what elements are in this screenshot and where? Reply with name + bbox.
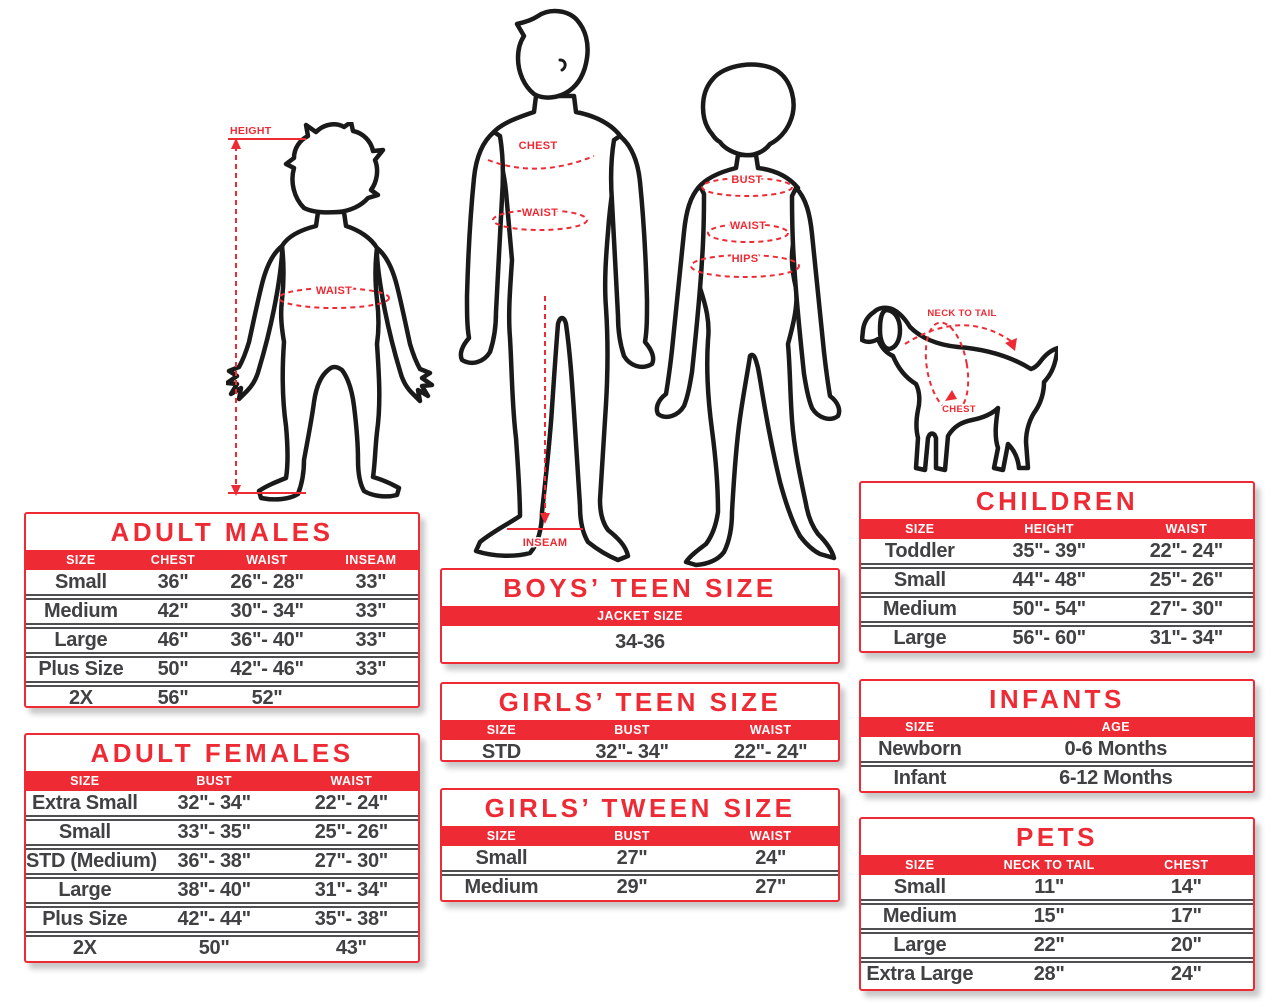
table-header-row [26, 550, 418, 570]
table-row [861, 569, 1253, 592]
table-body [442, 846, 838, 902]
table-title: GIRLS’ TWEEN SIZE [484, 793, 796, 823]
table-cell: Medium [43, 599, 118, 622]
table-row [26, 937, 418, 960]
child-right-arm [377, 248, 432, 401]
table-row [861, 738, 1253, 761]
table-body [26, 570, 418, 713]
table-row [442, 876, 838, 899]
male-chest-label: CHEST [518, 140, 558, 152]
table-row [442, 847, 838, 870]
table-header-row [861, 519, 1253, 539]
table-cell: 35"- 39" [1012, 539, 1086, 562]
table-title: ADULT FEMALES [90, 738, 354, 768]
table-cell: STD [481, 740, 521, 763]
table-cell: STD (Medium) [26, 849, 157, 872]
table-cell: Large [893, 626, 947, 649]
table-cell: Extra Small [31, 791, 138, 814]
table-title: PETS [1016, 822, 1098, 852]
table-cell: 17" [1170, 904, 1202, 927]
table-cell: 27"- 30" [1149, 597, 1223, 620]
table-cell: 30"- 34" [230, 599, 304, 622]
table-row [26, 687, 418, 710]
table-cell: Newborn [878, 737, 962, 760]
column-header: NECK TO TAIL [1003, 857, 1095, 872]
dog-chest-label: CHEST [942, 404, 976, 415]
column-header: CHEST [1164, 857, 1209, 872]
table-cell: Extra Large [866, 962, 974, 985]
table-cell: 2X [72, 936, 97, 959]
table-cell: 33" [355, 599, 387, 622]
adult-males-table [24, 512, 420, 708]
table-header-row [442, 720, 838, 740]
pets-table [859, 817, 1255, 991]
table-body [26, 791, 418, 963]
table-row [26, 629, 418, 652]
boys-teen-size-table [440, 568, 840, 664]
table-row [861, 767, 1253, 790]
table-body [861, 539, 1253, 653]
table-row [26, 821, 418, 844]
table-row [26, 792, 418, 815]
table-cell: 36"- 40" [230, 628, 304, 651]
table-cell: 14" [1170, 875, 1202, 898]
children-table [859, 481, 1255, 653]
table-row [861, 905, 1253, 928]
table-row [861, 963, 1253, 986]
female-hips-label: HIPS [731, 253, 759, 265]
column-header: AGE [1101, 719, 1130, 734]
table-cell: Medium [882, 597, 957, 620]
male-right-arm [611, 136, 653, 367]
table-cell: 33"- 35" [177, 820, 251, 843]
column-header: INSEAM [345, 552, 397, 567]
table-header-row [861, 855, 1253, 875]
table-cell: 50" [198, 936, 230, 959]
table-cell: Large [58, 878, 112, 901]
table-row [26, 658, 418, 681]
table-row [861, 934, 1253, 957]
table-row [861, 598, 1253, 621]
table-cell: 6-12 Months [1059, 766, 1173, 789]
table-row [442, 627, 838, 659]
table-cell: 33" [355, 628, 387, 651]
table-cell: 25"- 26" [314, 820, 388, 843]
column-header: SIZE [905, 521, 935, 536]
girls-teen-size-table [440, 682, 840, 762]
table-cell: 32"- 34" [177, 791, 251, 814]
female-waist-label: WAIST [729, 220, 767, 232]
table-cell: 42" [157, 599, 189, 622]
table-cell: 20" [1170, 933, 1202, 956]
table-cell: Plus Size [38, 657, 124, 680]
table-row [861, 876, 1253, 899]
table-cell: 2X [68, 686, 93, 709]
table-cell: 28" [1033, 962, 1065, 985]
column-header: WAIST [246, 552, 288, 567]
column-header: HEIGHT [1024, 521, 1074, 536]
table-cell: Toddler [884, 539, 955, 562]
table-cell: 50" [157, 657, 189, 680]
column-header: WAIST [749, 722, 792, 737]
column-header: CHEST [150, 552, 196, 567]
table-cell: 24" [755, 846, 787, 869]
table-cell: 36"- 38" [177, 849, 251, 872]
column-header: SIZE [905, 857, 935, 872]
girls-tween-size-table [440, 788, 840, 902]
table-cell: 44"- 48" [1012, 568, 1086, 591]
table-cell: Medium [882, 904, 957, 927]
table-cell: Infant [893, 766, 947, 789]
column-header: WAIST [749, 828, 792, 843]
table-cell: 22" [1033, 933, 1065, 956]
dog-neck-to-tail-label: NECK TO TAIL [927, 308, 997, 319]
adult-females-table [24, 733, 420, 963]
column-header: SIZE [66, 552, 96, 567]
table-header-row [26, 771, 418, 791]
table-cell: Small [58, 820, 111, 843]
female-left-arm [657, 186, 704, 417]
table-row [26, 908, 418, 931]
table-cell: 32"- 34" [595, 740, 669, 763]
table-cell: 42"- 46" [230, 657, 304, 680]
table-cell: 15" [1033, 904, 1065, 927]
male-inseam-label: INSEAM [522, 537, 568, 549]
table-cell: 36" [157, 570, 189, 593]
child-head [286, 122, 383, 212]
table-cell: 27" [755, 875, 787, 898]
table-cell: Large [54, 628, 108, 651]
table-header-row [442, 606, 838, 626]
table-cell: Small [893, 568, 946, 591]
table-title: GIRLS’ TEEN SIZE [498, 687, 782, 717]
female-head [703, 65, 794, 156]
table-cell: Small [893, 875, 946, 898]
column-header: SIZE [486, 722, 517, 737]
table-row [26, 879, 418, 902]
table-row [861, 627, 1253, 650]
table-cell: 38"- 40" [177, 878, 251, 901]
child-waist-label: WAIST [315, 285, 353, 297]
table-header-row [442, 826, 838, 846]
table-cell: 35"- 38" [314, 907, 388, 930]
child-figure [226, 122, 436, 507]
table-cell: 33" [355, 570, 387, 593]
table-cell: 46" [157, 628, 189, 651]
table-cell: Small [475, 846, 528, 869]
table-cell: 50"- 54" [1012, 597, 1086, 620]
table-cell: 33" [355, 657, 387, 680]
table-title: INFANTS [989, 684, 1125, 714]
table-cell: 22"- 24" [734, 740, 808, 763]
column-header: BUST [196, 773, 232, 788]
infants-table [859, 679, 1255, 793]
table-cell: 11" [1034, 875, 1065, 898]
table-title: ADULT MALES [110, 517, 334, 547]
table-row [861, 540, 1253, 563]
table-cell: 56"- 60" [1012, 626, 1086, 649]
column-header: SIZE [70, 773, 100, 788]
table-cell: 27"- 30" [314, 849, 388, 872]
female-bust-label: BUST [731, 174, 763, 186]
table-cell: Small [54, 570, 107, 593]
male-waist-label: WAIST [521, 207, 559, 219]
table-cell: 0-6 Months [1064, 737, 1168, 760]
table-row [26, 850, 418, 873]
table-cell: 24" [1170, 962, 1202, 985]
column-header: SIZE [905, 719, 935, 734]
child-left-arm [227, 246, 282, 399]
adult-male-figure [450, 8, 670, 568]
column-header: WAIST [1165, 521, 1208, 536]
table-body [442, 740, 838, 767]
adult-female-figure [648, 56, 853, 568]
table-row [26, 571, 418, 594]
table-cell: Plus Size [42, 907, 128, 930]
table-body [442, 626, 838, 662]
table-cell: 22"- 24" [314, 791, 388, 814]
female-right-arm [792, 188, 839, 419]
height-arrow-down [231, 485, 241, 496]
male-head [517, 11, 588, 97]
table-cell: 31"- 34" [314, 878, 388, 901]
table-title: CHILDREN [975, 486, 1139, 516]
column-header: WAIST [330, 773, 373, 788]
column-header: JACKET SIZE [597, 608, 683, 623]
column-header: BUST [614, 828, 650, 843]
table-row [442, 741, 838, 764]
table-cell: Large [893, 933, 947, 956]
table-cell: 29" [616, 875, 648, 898]
table-cell: 42"- 44" [177, 907, 251, 930]
table-cell: 34-36 [615, 631, 665, 654]
column-header: SIZE [486, 828, 517, 843]
table-cell: 31"- 34" [1149, 626, 1223, 649]
child-height-label: HEIGHT [230, 125, 272, 137]
table-cell: 26"- 28" [230, 570, 304, 593]
dog-figure [860, 292, 1058, 487]
table-cell: 52" [251, 686, 283, 709]
dog-ear [880, 310, 900, 349]
table-cell: Medium [464, 875, 539, 898]
table-body [861, 737, 1253, 793]
table-header-row [861, 717, 1253, 737]
table-cell: 43" [335, 936, 367, 959]
table-cell: 25"- 26" [1149, 568, 1223, 591]
table-body [861, 875, 1253, 989]
table-cell: 22"- 24" [1149, 539, 1223, 562]
column-header: BUST [614, 722, 650, 737]
table-row [26, 600, 418, 623]
table-cell: 27" [616, 846, 648, 869]
table-title: BOYS’ TEEN SIZE [503, 573, 777, 603]
male-left-arm [461, 132, 503, 363]
table-cell: 56" [157, 686, 189, 709]
